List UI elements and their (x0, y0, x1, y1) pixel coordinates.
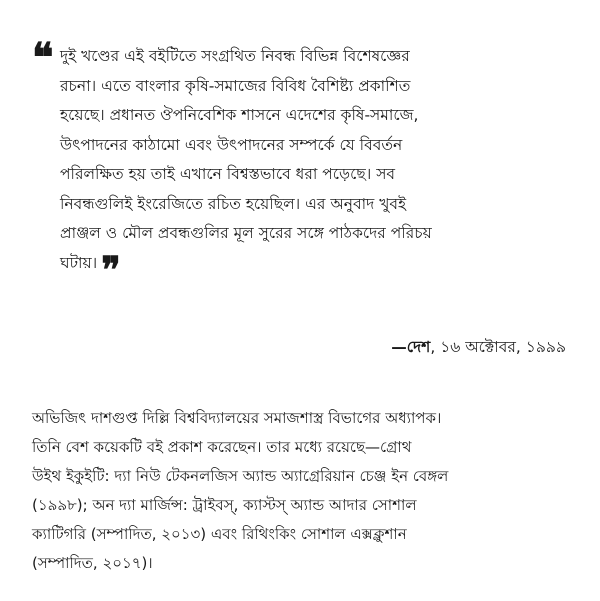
attribution-dash: — (391, 338, 407, 356)
bio-line-6: (সম্পাদিত, ২০১৭)। (32, 554, 153, 572)
quote-line-4: উৎপাদনের কাঠামো এবং উৎপাদনের সম্পর্কে যে বিবর্তন (60, 135, 403, 154)
quote-last-line: ঘটায়। (60, 253, 98, 272)
attribution (391, 335, 566, 361)
bio-line-3: উইথ ইকুইটি: দ্যা নিউ টেকনলজিস অ্যান্ড অ্যাগ্রেরিয়ান চেঞ্জ ইন বেঙ্গল (32, 467, 449, 485)
quote-line-7: প্রাঞ্জল ও মৌল প্রবন্ধগুলির মূল সুরের সঙ্গে পাঠকদের পরিচয় (60, 224, 432, 242)
quote-text (60, 42, 572, 291)
quote-line-6: নিবন্ধগুলিই ইংরেজিতে রচিত হয়েছিল। এর অনুবাদ খুবই (60, 194, 407, 213)
bio-line-5: ক্যাটিগরি (সম্পাদিত, ২০১৩) এবং রিথিংকিং সোশাল এক্সক্লুশান (32, 525, 407, 543)
quote-line-3: হয়েছে। প্রধানত ঔপনিবেশিক শাসনে এদেশের কৃষি-সমাজে, (60, 106, 419, 124)
bio-line-4: (১৯৯৮); অন দ্যা মার্জিন্স: ট্রাইবস্, ক্যাস্টস্ অ্যান্ড আদার সোশাল (32, 496, 417, 514)
attribution-date: , ১৬ অক্টোবর, ১৯৯৯ (430, 338, 566, 356)
author-bio (32, 404, 577, 578)
quote-line-1: দুই খণ্ডের এই বইটিতে সংগ্রথিত নিবন্ধ বিভিন্ন বিশেষজ্ঞের (60, 47, 410, 65)
bio-line-2: তিনি বেশ কয়েকটি বই প্রকাশ করেছেন। তার মধ্যে রয়েছে—গ্রোথ (32, 438, 412, 456)
bio-line-1: অভিজিৎ দাশগুপ্ত দিল্লি বিশ্ববিদ্যালয়ের সমাজশাস্ত্র বিভাগের অধ্যাপক। (32, 409, 442, 427)
quote-line-2: রচনা। এতে বাংলার কৃষি-সমাজের বিবিধ বৈশিষ্ট্য প্রকাশিত (60, 76, 411, 95)
attribution-source: দেশ (406, 338, 431, 356)
close-quote-mark: ❞ (101, 248, 121, 291)
open-quote-mark: ❝ (32, 34, 54, 81)
quote-line-8 (60, 248, 572, 291)
review-quote (32, 34, 572, 291)
quote-line-5: পরিলক্ষিত হয় তাই এখানে বিশ্বস্তভাবে ধরা পড়েছে। সব (60, 165, 396, 183)
